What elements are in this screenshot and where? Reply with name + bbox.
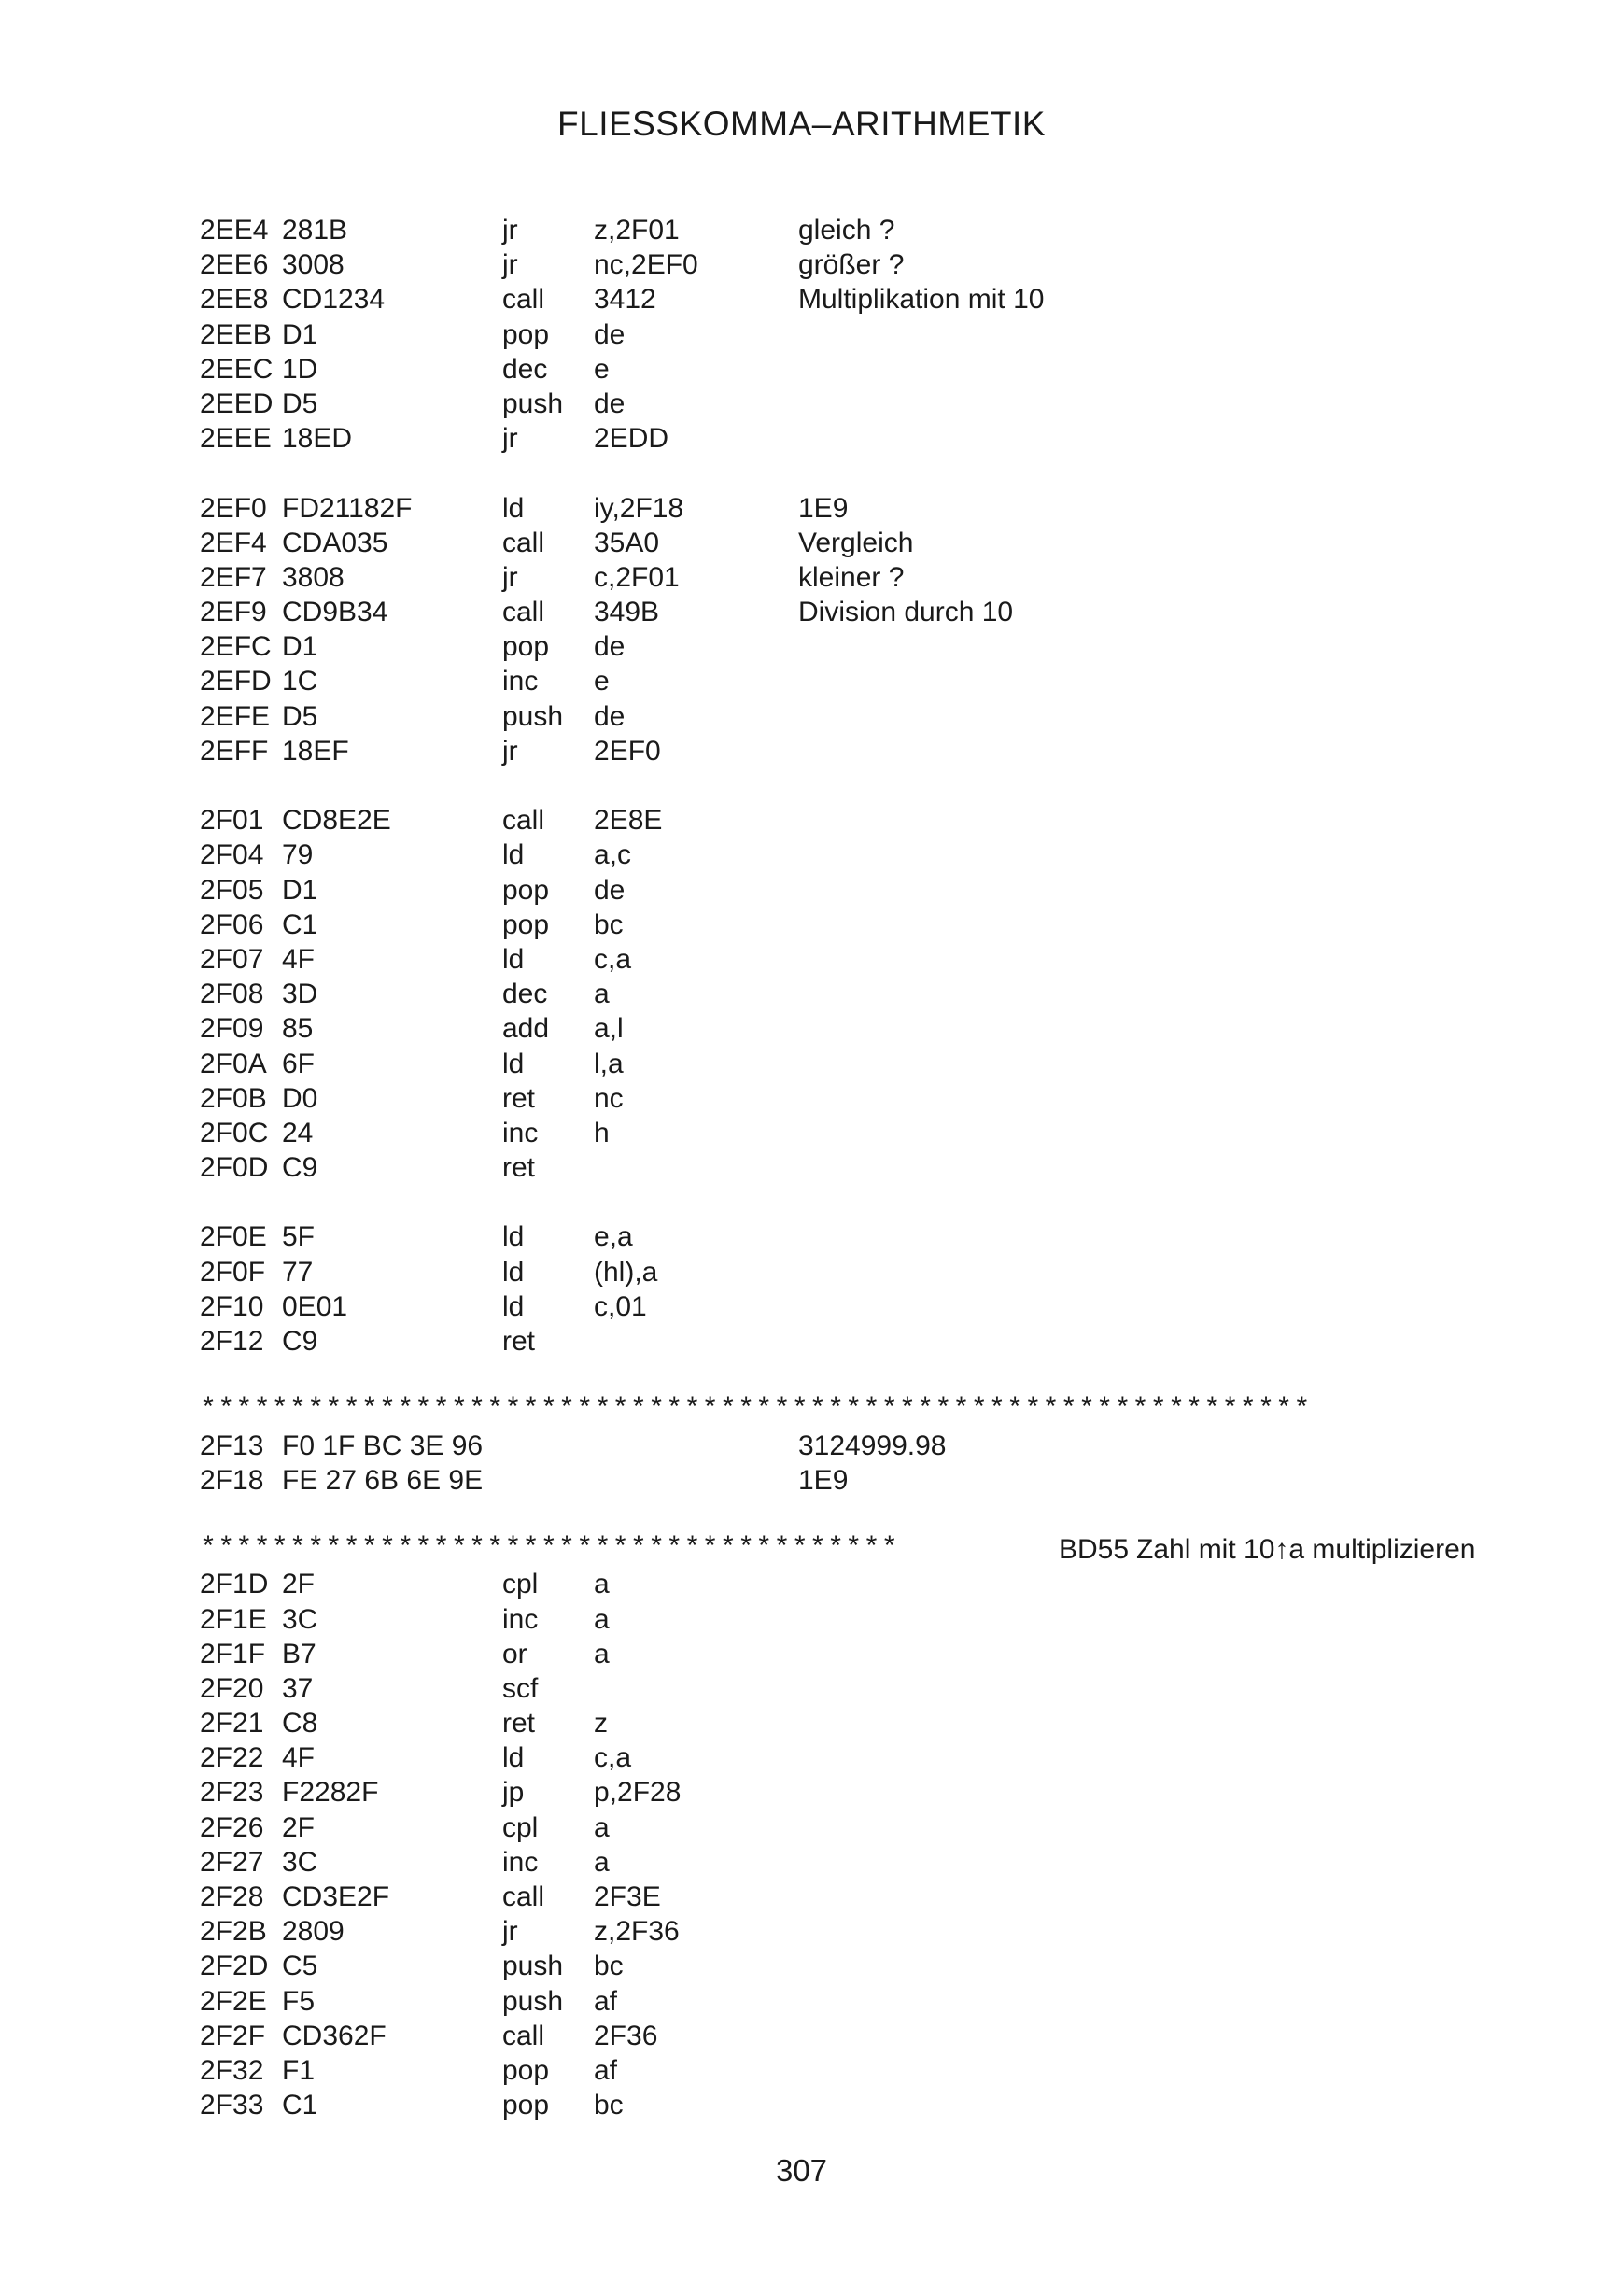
operand: a xyxy=(594,1638,610,1669)
code-line xyxy=(200,560,1451,595)
operand: c,a xyxy=(594,943,632,975)
operand: 2F36 xyxy=(594,2020,658,2051)
code-line xyxy=(200,838,1451,872)
comment: Vergleich xyxy=(798,527,914,558)
hex-bytes: 18EF xyxy=(282,735,349,767)
address: 2F33 xyxy=(200,2090,264,2121)
address: 2EEE xyxy=(200,423,272,455)
operand: p,2F28 xyxy=(594,1777,682,1809)
code-line xyxy=(200,1810,1451,1845)
code-line xyxy=(200,699,1451,734)
address: 2F0E xyxy=(200,1221,267,1253)
code-line xyxy=(200,1011,1451,1046)
address: 2EF0 xyxy=(200,492,267,524)
mnemonic: ld xyxy=(502,1742,525,1774)
mnemonic: dec xyxy=(502,979,548,1010)
code-line xyxy=(200,1984,1451,2019)
operand: af xyxy=(594,1985,618,2017)
code-line xyxy=(200,1463,1451,1498)
operand: c,a xyxy=(594,1742,632,1774)
address: 2F22 xyxy=(200,1742,264,1774)
address: 2F01 xyxy=(200,805,264,837)
assembly-listing xyxy=(200,213,1476,2122)
mnemonic: jr xyxy=(502,249,518,281)
hex-bytes: CD8E2E xyxy=(282,805,391,837)
code-line xyxy=(200,2019,1451,2053)
hex-bytes: 37 xyxy=(282,1672,314,1704)
hex-bytes: F1 xyxy=(282,2054,316,2086)
address: 2EF4 xyxy=(200,527,267,558)
hex-bytes: B7 xyxy=(282,1638,316,1669)
code-line xyxy=(200,1219,1451,1254)
address: 2EE4 xyxy=(200,215,269,246)
operand: bc xyxy=(594,909,624,940)
mnemonic: inc xyxy=(502,1603,539,1635)
hex-bytes: 3C xyxy=(282,1603,318,1635)
hex-bytes: D1 xyxy=(282,874,318,906)
hex-bytes: 85 xyxy=(282,1013,314,1045)
blank-line xyxy=(200,1185,1451,1219)
address: 2F06 xyxy=(200,909,264,940)
code-line xyxy=(200,1047,1451,1081)
mnemonic: or xyxy=(502,1638,527,1669)
code-line xyxy=(200,734,1451,768)
code-line xyxy=(200,1671,1451,1706)
code-line xyxy=(200,1914,1451,1949)
address: 2F18 xyxy=(200,1464,264,1496)
asterisk-separator: ************************************************************** xyxy=(200,1394,1312,1427)
operand: 3412 xyxy=(594,284,656,316)
code-line xyxy=(200,2088,1451,2122)
hex-bytes: 4F xyxy=(282,1742,316,1774)
comment: 1E9 xyxy=(798,1464,849,1496)
code-line xyxy=(200,977,1451,1011)
address: 2EEC xyxy=(200,353,274,385)
hex-bytes: 79 xyxy=(282,839,314,871)
routine-description: Zahl mit 10↑a multiplizieren xyxy=(1136,1534,1476,1566)
mnemonic: cpl xyxy=(502,1569,539,1600)
code-line xyxy=(200,1116,1451,1150)
hex-bytes: F5 xyxy=(282,1985,316,2017)
operand: a xyxy=(594,979,610,1010)
hex-bytes: CD1234 xyxy=(282,284,386,316)
page-number: 307 xyxy=(775,2153,828,2188)
address: 2F20 xyxy=(200,1672,264,1704)
mnemonic: ld xyxy=(502,492,525,524)
operand: de xyxy=(594,387,626,419)
address: 2F0D xyxy=(200,1152,269,1184)
mnemonic: push xyxy=(502,1951,564,1982)
address: 2F12 xyxy=(200,1326,264,1357)
operand: 2E8E xyxy=(594,805,663,837)
hex-bytes: 2809 xyxy=(282,1916,345,1948)
operand: 2EF0 xyxy=(594,735,661,767)
address: 2F2E xyxy=(200,1985,267,2017)
address: 2F0B xyxy=(200,1082,267,1114)
hex-bytes: 6F xyxy=(282,1048,316,1079)
address: 2F1E xyxy=(200,1603,267,1635)
operand: h xyxy=(594,1117,610,1148)
comment: kleiner ? xyxy=(798,561,905,593)
address: 2F2D xyxy=(200,1951,269,1982)
operand: de xyxy=(594,631,626,663)
address: 2F21 xyxy=(200,1708,264,1740)
code-line xyxy=(200,1567,1451,1601)
code-line xyxy=(200,1602,1451,1637)
code-line xyxy=(200,908,1451,942)
code-line xyxy=(200,595,1451,629)
hex-bytes: CD9B34 xyxy=(282,597,388,628)
mnemonic: cpl xyxy=(502,1811,539,1843)
address: 2F05 xyxy=(200,874,264,906)
operand: z,2F01 xyxy=(594,215,680,246)
hex-bytes: F0 1F BC 3E 96 xyxy=(282,1430,484,1461)
address: 2F1F xyxy=(200,1638,266,1669)
code-line xyxy=(200,1429,1451,1463)
operand: e,a xyxy=(594,1221,633,1253)
code-line xyxy=(200,247,1451,282)
mnemonic: jp xyxy=(502,1777,525,1809)
hex-bytes: CD362F xyxy=(282,2020,387,2051)
address: 2EF7 xyxy=(200,561,267,593)
hex-bytes: C1 xyxy=(282,2090,318,2121)
address: 2F26 xyxy=(200,1811,264,1843)
mnemonic: pop xyxy=(502,909,550,940)
mnemonic: ld xyxy=(502,839,525,871)
mnemonic: scf xyxy=(502,1672,539,1704)
hex-bytes: 4F xyxy=(282,943,316,975)
operand: 2F3E xyxy=(594,1881,661,1912)
address: 2F23 xyxy=(200,1777,264,1809)
hex-bytes: C1 xyxy=(282,909,318,940)
comment: Division durch 10 xyxy=(798,597,1014,628)
mnemonic: ld xyxy=(502,1048,525,1079)
code-line xyxy=(200,1845,1451,1880)
mnemonic: ret xyxy=(502,1152,536,1184)
address: 2EFC xyxy=(200,631,272,663)
mnemonic: dec xyxy=(502,353,548,385)
mnemonic: jr xyxy=(502,735,518,767)
hex-bytes: 24 xyxy=(282,1117,314,1148)
asterisk-separator: *************************************** xyxy=(200,1533,899,1566)
mnemonic: jr xyxy=(502,561,518,593)
code-line xyxy=(200,1255,1451,1289)
operand: c,01 xyxy=(594,1290,647,1322)
hex-bytes: 281B xyxy=(282,215,348,246)
comment: 1E9 xyxy=(798,492,849,524)
operand: 349B xyxy=(594,597,660,628)
hex-bytes: FE 27 6B 6E 9E xyxy=(282,1464,484,1496)
blank-line xyxy=(200,456,1451,490)
hex-bytes: 5F xyxy=(282,1221,316,1253)
operand: l,a xyxy=(594,1048,624,1079)
code-line xyxy=(200,352,1451,387)
mnemonic: push xyxy=(502,1985,564,2017)
separator-row xyxy=(200,1532,1476,1567)
address: 2EE8 xyxy=(200,284,269,316)
operand: 35A0 xyxy=(594,527,660,558)
code-line xyxy=(200,664,1451,698)
hex-bytes: 1C xyxy=(282,666,318,697)
mnemonic: ld xyxy=(502,943,525,975)
code-line xyxy=(200,1740,1451,1775)
hex-bytes: 3008 xyxy=(282,249,345,281)
address: 2F10 xyxy=(200,1290,264,1322)
address: 2EED xyxy=(200,387,274,419)
hex-bytes: D5 xyxy=(282,387,318,419)
comment: Multiplikation mit 10 xyxy=(798,284,1045,316)
mnemonic: call xyxy=(502,2020,545,2051)
blank-line xyxy=(200,1498,1451,1532)
hex-bytes: 2F xyxy=(282,1811,316,1843)
mnemonic: call xyxy=(502,805,545,837)
code-line xyxy=(200,213,1451,247)
operand: a xyxy=(594,1846,610,1878)
address: 2F0C xyxy=(200,1117,269,1148)
address: 2EEB xyxy=(200,318,272,350)
hex-bytes: C8 xyxy=(282,1708,318,1740)
mnemonic: add xyxy=(502,1013,550,1045)
mnemonic: ld xyxy=(502,1221,525,1253)
address: 2F13 xyxy=(200,1430,264,1461)
mnemonic: ret xyxy=(502,1708,536,1740)
code-line xyxy=(200,1289,1451,1324)
hex-bytes: CD3E2F xyxy=(282,1881,390,1912)
address: 2F0A xyxy=(200,1048,267,1079)
code-line xyxy=(200,942,1451,977)
hex-bytes: C9 xyxy=(282,1326,318,1357)
operand: af xyxy=(594,2054,618,2086)
hex-bytes: FD21182F xyxy=(282,492,413,524)
operand: a xyxy=(594,1569,610,1600)
operand: iy,2F18 xyxy=(594,492,684,524)
operand: bc xyxy=(594,1951,624,1982)
hex-bytes: C5 xyxy=(282,1951,318,1982)
mnemonic: jr xyxy=(502,1916,518,1948)
operand: nc,2EF0 xyxy=(594,249,698,281)
mnemonic: pop xyxy=(502,874,550,906)
operand: a,l xyxy=(594,1013,624,1045)
hex-bytes: 3808 xyxy=(282,561,345,593)
mnemonic: ld xyxy=(502,1290,525,1322)
code-line xyxy=(200,803,1451,838)
code-line xyxy=(200,1949,1451,1983)
mnemonic: call xyxy=(502,284,545,316)
hex-bytes: 3D xyxy=(282,979,318,1010)
operand: e xyxy=(594,353,610,385)
mnemonic: pop xyxy=(502,318,550,350)
mnemonic: inc xyxy=(502,1117,539,1148)
mnemonic: ret xyxy=(502,1082,536,1114)
operand: (hl),a xyxy=(594,1256,658,1288)
mnemonic: ret xyxy=(502,1326,536,1357)
address: 2F32 xyxy=(200,2054,264,2086)
operand: e xyxy=(594,666,610,697)
mnemonic: pop xyxy=(502,631,550,663)
comment: 3124999.98 xyxy=(798,1430,947,1461)
code-line xyxy=(200,1775,1451,1810)
operand: de xyxy=(594,874,626,906)
operand: de xyxy=(594,318,626,350)
mnemonic: jr xyxy=(502,423,518,455)
hex-bytes: C9 xyxy=(282,1152,318,1184)
address: 2F2F xyxy=(200,2020,266,2051)
mnemonic: inc xyxy=(502,1846,539,1878)
code-line xyxy=(200,1324,1451,1359)
code-line xyxy=(200,629,1451,664)
operand: de xyxy=(594,700,626,732)
code-line xyxy=(200,491,1451,526)
address: 2F04 xyxy=(200,839,264,871)
hex-bytes: F2282F xyxy=(282,1777,379,1809)
address: 2F0F xyxy=(200,1256,266,1288)
hex-bytes: 2F xyxy=(282,1569,316,1600)
routine-address: BD55 xyxy=(1059,1534,1130,1566)
operand: a xyxy=(594,1603,610,1635)
operand: a xyxy=(594,1811,610,1843)
page-title: FLIESSKOMMA–ARITHMETIK xyxy=(557,105,1046,143)
code-line xyxy=(200,1880,1451,1914)
address: 2F28 xyxy=(200,1881,264,1912)
address: 2F1D xyxy=(200,1569,269,1600)
mnemonic: call xyxy=(502,1881,545,1912)
mnemonic: pop xyxy=(502,2090,550,2121)
hex-bytes: 77 xyxy=(282,1256,314,1288)
code-line xyxy=(200,2053,1451,2088)
code-line xyxy=(200,387,1451,421)
mnemonic: call xyxy=(502,527,545,558)
operand: nc xyxy=(594,1082,624,1114)
hex-bytes: D1 xyxy=(282,318,318,350)
address: 2EFF xyxy=(200,735,269,767)
address: 2F08 xyxy=(200,979,264,1010)
blank-line xyxy=(200,1359,1451,1393)
code-line xyxy=(200,1706,1451,1740)
address: 2F27 xyxy=(200,1846,264,1878)
hex-bytes: D5 xyxy=(282,700,318,732)
mnemonic: inc xyxy=(502,666,539,697)
hex-bytes: D0 xyxy=(282,1082,318,1114)
hex-bytes: 18ED xyxy=(282,423,353,455)
comment: größer ? xyxy=(798,249,905,281)
operand: c,2F01 xyxy=(594,561,680,593)
operand: z xyxy=(594,1708,608,1740)
comment: gleich ? xyxy=(798,215,895,246)
mnemonic: push xyxy=(502,700,564,732)
address: 2EFE xyxy=(200,700,271,732)
address: 2F07 xyxy=(200,943,264,975)
mnemonic: call xyxy=(502,597,545,628)
code-line xyxy=(200,282,1451,317)
mnemonic: ld xyxy=(502,1256,525,1288)
code-line xyxy=(200,1081,1451,1116)
code-line xyxy=(200,1150,1451,1185)
operand: 2EDD xyxy=(594,423,669,455)
operand: bc xyxy=(594,2090,624,2121)
hex-bytes: CDA035 xyxy=(282,527,388,558)
address: 2F09 xyxy=(200,1013,264,1045)
address: 2EE6 xyxy=(200,249,269,281)
code-line xyxy=(200,526,1451,560)
code-line xyxy=(200,1637,1451,1671)
operand: a,c xyxy=(594,839,632,871)
address: 2EFD xyxy=(200,666,272,697)
hex-bytes: 3C xyxy=(282,1846,318,1878)
code-line xyxy=(200,421,1451,456)
address: 2F2B xyxy=(200,1916,267,1948)
address: 2EF9 xyxy=(200,597,267,628)
operand: z,2F36 xyxy=(594,1916,680,1948)
hex-bytes: 0E01 xyxy=(282,1290,348,1322)
mnemonic: jr xyxy=(502,215,518,246)
code-line xyxy=(200,317,1451,352)
mnemonic: push xyxy=(502,387,564,419)
hex-bytes: 1D xyxy=(282,353,318,385)
blank-line xyxy=(200,768,1451,803)
mnemonic: pop xyxy=(502,2054,550,2086)
separator-row xyxy=(200,1393,1451,1428)
hex-bytes: D1 xyxy=(282,631,318,663)
code-line xyxy=(200,873,1451,908)
